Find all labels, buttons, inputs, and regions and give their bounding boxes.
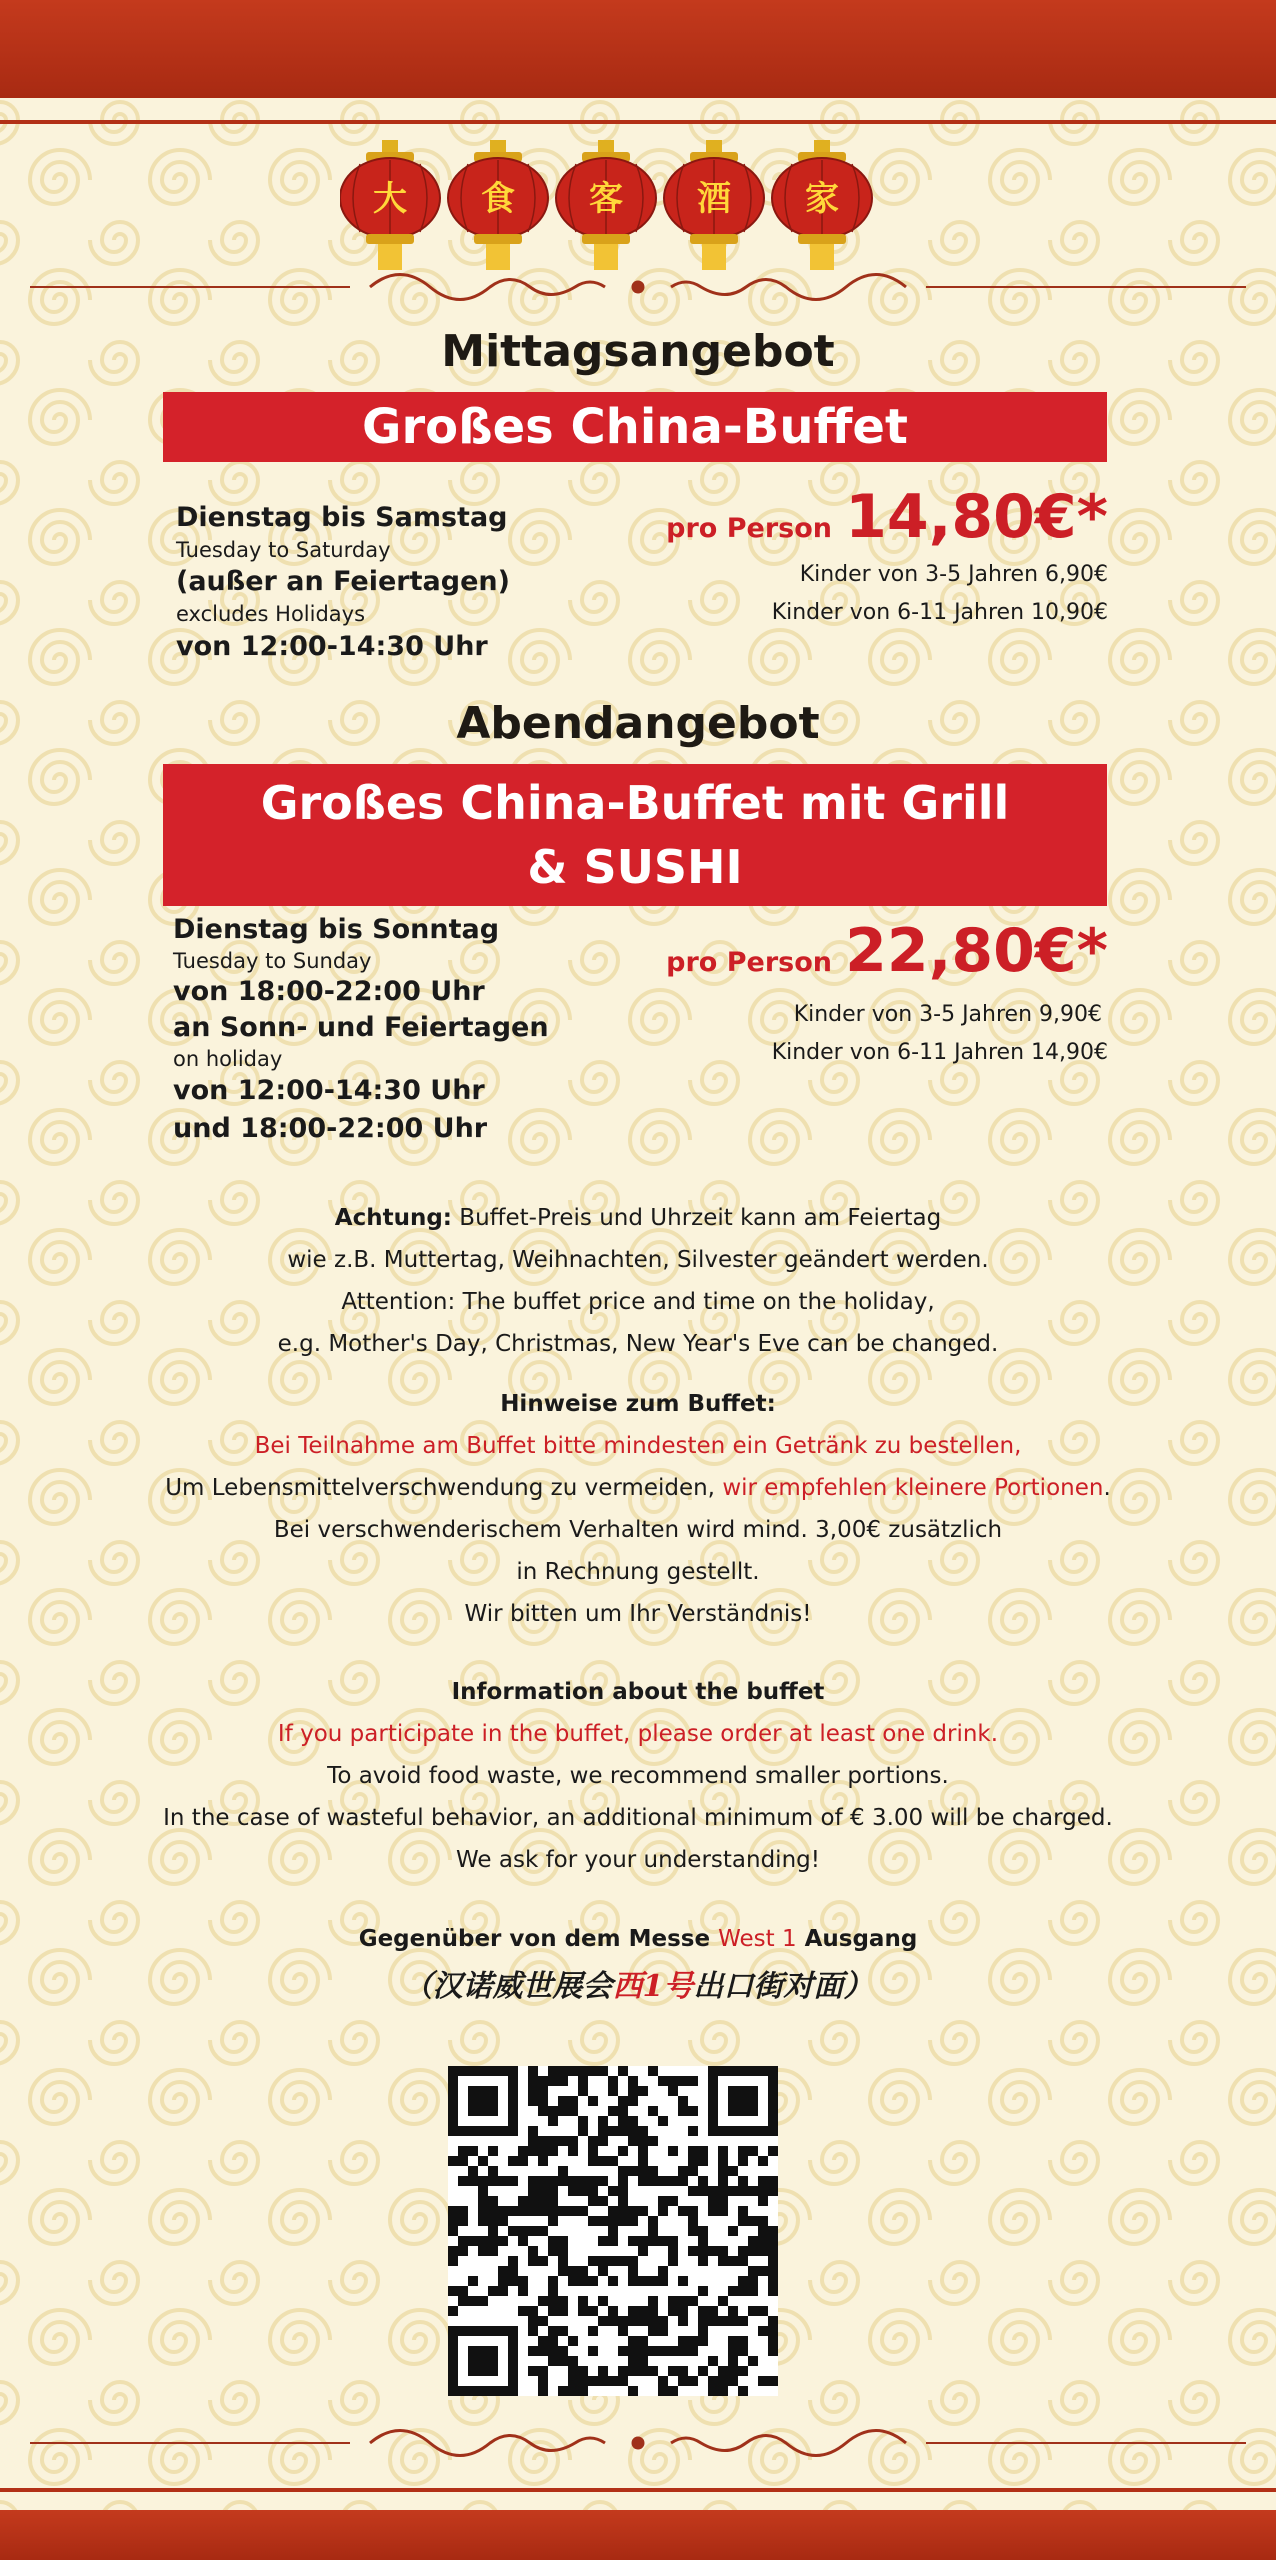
hints-de-line-4: in Rechnung gestellt. bbox=[516, 1559, 760, 1585]
lantern-3 bbox=[556, 140, 656, 270]
location-zh bbox=[0, 1966, 1276, 2008]
hints-en-line-1: If you participate in the buffet, please order at least one drink. bbox=[277, 1721, 999, 1747]
dinner-days-en: Tuesday to Sunday bbox=[173, 949, 372, 973]
bottom-band bbox=[0, 2510, 1276, 2560]
qr-finder-1 bbox=[448, 2066, 518, 2136]
hints-en-title: Information about the buffet bbox=[451, 1679, 825, 1705]
location-zh-end: 出口街对面） bbox=[693, 1969, 874, 2004]
notice-line-3: Attention: The buffet price and time on the holiday, bbox=[341, 1289, 935, 1315]
lunch-price-block bbox=[620, 482, 1108, 632]
hints-en-line-4: We ask for your understanding! bbox=[456, 1847, 820, 1873]
lunch-per-person: pro Person bbox=[666, 513, 832, 544]
lunch-except: (außer an Feiertagen) bbox=[176, 566, 510, 597]
lantern-char-1: 大 bbox=[373, 179, 407, 219]
location-zh-red: 西1号 bbox=[612, 1969, 694, 2004]
notice-line-2: wie z.B. Muttertag, Weihnachten, Silvester geändert werden. bbox=[287, 1247, 989, 1273]
ornament-top bbox=[0, 262, 1276, 312]
top-band bbox=[0, 0, 1276, 98]
lunch-title: Mittagsangebot bbox=[441, 326, 835, 377]
lunch-hours: von 12:00-14:30 Uhr bbox=[176, 631, 488, 662]
lantern-char-2: 食 bbox=[481, 179, 515, 219]
lanterns bbox=[340, 140, 940, 280]
hints-de-line-2-red: wir empfehlen kleinere Portionen bbox=[722, 1475, 1104, 1501]
dinner-holiday-hours-2: und 18:00-22:00 Uhr bbox=[173, 1113, 488, 1144]
hints-de-block bbox=[0, 1383, 1276, 1635]
top-rule bbox=[0, 120, 1276, 124]
hints-de-line-5: Wir bitten um Ihr Verständnis! bbox=[464, 1601, 812, 1627]
hints-de-title: Hinweise zum Buffet: bbox=[500, 1391, 776, 1417]
lunch-kids-1: Kinder von 3-5 Jahren 6,90€ bbox=[799, 562, 1108, 587]
lantern-2 bbox=[448, 140, 548, 270]
lunch-schedule bbox=[176, 500, 676, 666]
lunch-price: 14,80€* bbox=[845, 482, 1108, 552]
notice-line-4: e.g. Mother's Day, Christmas, New Year's Eve can be changed. bbox=[277, 1331, 999, 1357]
attention-label: Achtung: bbox=[334, 1205, 452, 1231]
lunch-kids-2: Kinder von 6-11 Jahren 10,90€ bbox=[771, 600, 1108, 625]
location-zh-start: （汉诺威世展会 bbox=[402, 1969, 613, 2004]
hints-de-line-1: Bei Teilnahme am Buffet bitte mindesten ein Getränk zu bestellen, bbox=[254, 1433, 1022, 1459]
hints-en-line-3: In the case of wasteful behavior, an additional minimum of € 3.00 will be charged. bbox=[163, 1805, 1113, 1831]
dinner-price-block bbox=[620, 916, 1108, 1072]
bottom-rule bbox=[0, 2488, 1276, 2492]
notice-line-1 bbox=[0, 1197, 1276, 1239]
qr-code-graphic bbox=[448, 2066, 778, 2396]
hints-de-line-2 bbox=[0, 1467, 1276, 1509]
lantern-4 bbox=[664, 140, 764, 270]
location-de bbox=[0, 1918, 1276, 1960]
ornament-bottom bbox=[0, 2418, 1276, 2468]
notice-block bbox=[0, 1197, 1276, 1365]
dinner-holidays-en: on holiday bbox=[173, 1047, 283, 1071]
dinner-banner bbox=[163, 764, 1107, 906]
hints-en-block bbox=[0, 1671, 1276, 1881]
hints-de-line-2-black: Um Lebensmittelverschwendung zu vermeiden, bbox=[165, 1475, 723, 1501]
location-de-end: Ausgang bbox=[796, 1926, 918, 1952]
dinner-title: Abendangebot bbox=[456, 698, 820, 749]
dinner-kids-1: Kinder von 3-5 Jahren 9,90€ bbox=[793, 1002, 1102, 1027]
lunch-days-en: Tuesday to Saturday bbox=[176, 538, 391, 562]
qr-finder-3 bbox=[448, 2326, 518, 2396]
hints-de-line-2-end: . bbox=[1103, 1475, 1111, 1501]
dinner-price: 22,80€* bbox=[845, 916, 1108, 986]
lunch-except-en: excludes Holidays bbox=[176, 602, 366, 626]
dinner-hours: von 18:00-22:00 Uhr bbox=[173, 976, 485, 1007]
lantern-char-3: 客 bbox=[589, 179, 623, 219]
dinner-kids-2: Kinder von 6-11 Jahren 14,90€ bbox=[771, 1040, 1108, 1065]
lantern-5 bbox=[772, 140, 872, 270]
dinner-holidays: an Sonn- und Feiertagen bbox=[173, 1012, 549, 1043]
dinner-schedule bbox=[173, 912, 693, 1148]
location-de-red: West 1 bbox=[718, 1926, 797, 1952]
dinner-banner-line2: & SUSHI bbox=[527, 840, 743, 894]
location-de-start: Gegenüber von dem Messe bbox=[358, 1926, 719, 1952]
lunch-days: Dienstag bis Samstag bbox=[176, 502, 508, 533]
lantern-char-4: 酒 bbox=[697, 179, 731, 219]
lantern-1 bbox=[340, 140, 440, 270]
dinner-per-person: pro Person bbox=[666, 947, 832, 978]
hints-de-line-3: Bei verschwenderischem Verhalten wird mind. 3,00€ zusätzlich bbox=[273, 1517, 1003, 1543]
dinner-banner-line1: Großes China-Buffet mit Grill bbox=[260, 776, 1010, 830]
lantern-char-5: 家 bbox=[805, 179, 839, 219]
dinner-holiday-hours-1: von 12:00-14:30 Uhr bbox=[173, 1075, 485, 1106]
lunch-banner: Großes China-Buffet bbox=[163, 392, 1107, 462]
hints-en-line-2: To avoid food waste, we recommend smaller portions. bbox=[327, 1763, 949, 1789]
dinner-days: Dienstag bis Sonntag bbox=[173, 914, 500, 945]
notice-line-1-rest: Buffet-Preis und Uhrzeit kann am Feiertag bbox=[451, 1205, 942, 1231]
qr-code[interactable] bbox=[448, 2066, 778, 2396]
qr-finder-2 bbox=[708, 2066, 778, 2136]
